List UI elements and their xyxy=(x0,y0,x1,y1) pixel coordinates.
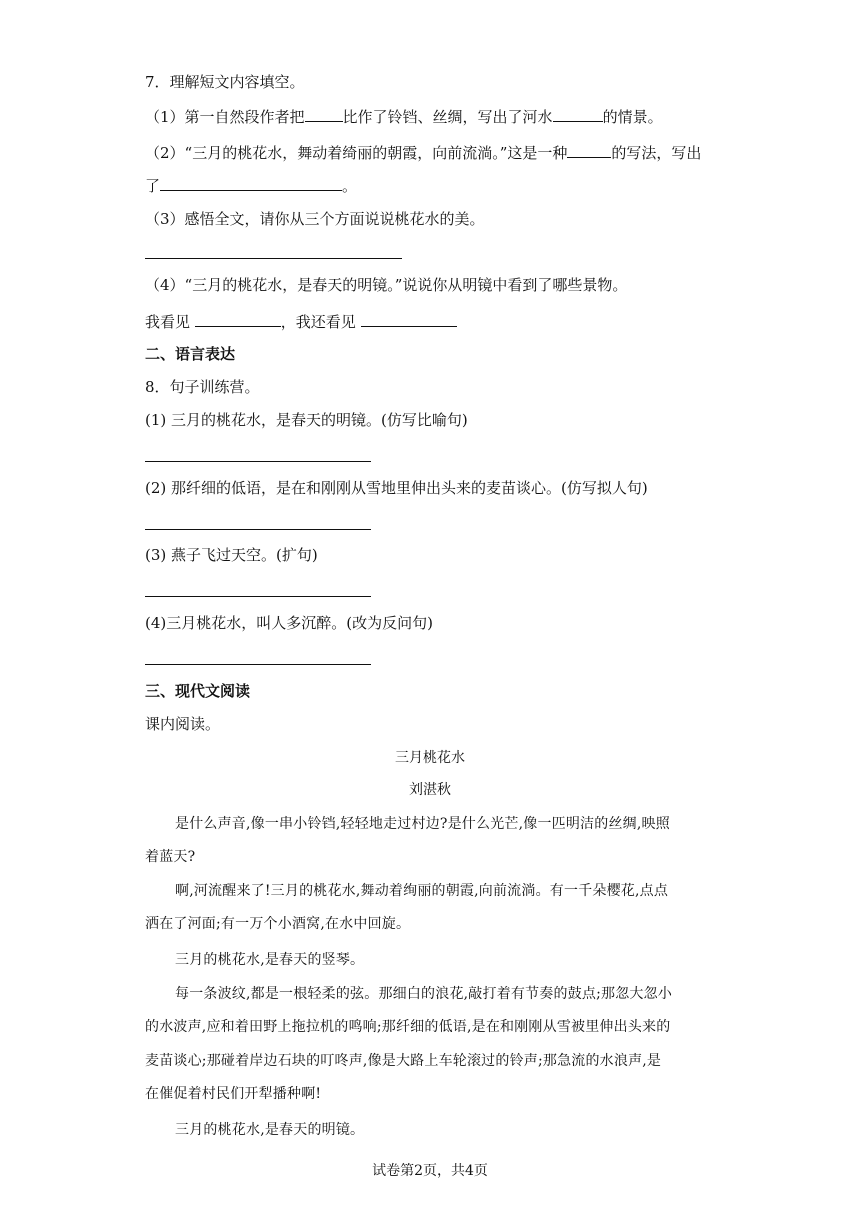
blank-field[interactable] xyxy=(305,107,343,122)
q7-part1-text-b: 比作了铃铛、丝绸，写出了河水 xyxy=(342,108,553,126)
q7-part2-text-c: 了 xyxy=(145,177,161,195)
q8-item-3: (3) 燕子飞过天空。(扩句) xyxy=(145,546,318,564)
q7-part2-text-b: 的写法，写出 xyxy=(611,144,702,162)
reading-intro: 课内阅读。 xyxy=(145,715,221,733)
q7-part2 xyxy=(145,143,701,162)
answer-line[interactable] xyxy=(145,596,371,597)
answer-line[interactable] xyxy=(145,664,371,665)
blank-field[interactable] xyxy=(567,143,611,158)
q8-item-4: (4)三月桃花水，叫人多沉醉。(改为反问句) xyxy=(145,614,433,632)
section-heading: 三、现代文阅读 xyxy=(145,682,251,700)
article-line: 在催促着村民们开犁播种啊! xyxy=(145,1086,322,1102)
article-line: 洒在了河面;有一万个小酒窝,在水中回旋。 xyxy=(145,916,411,932)
q7-title: 7．理解短文内容填空。 xyxy=(145,73,305,91)
blank-field[interactable] xyxy=(553,107,603,122)
article-line: 啊,河流醒来了!三月的桃花水,舞动着绚丽的朝霞,向前流淌。有一千朵樱花,点点 xyxy=(175,883,669,899)
page-footer: 试卷第2页，共4页 xyxy=(372,1163,488,1179)
q8-item-1: (1) 三月的桃花水，是春天的明镜。(仿写比喻句) xyxy=(145,411,468,429)
q7-part2-text-d: 。 xyxy=(342,177,358,195)
article-line: 着蓝天? xyxy=(145,849,196,865)
blank-field[interactable] xyxy=(160,176,342,191)
answer-line[interactable] xyxy=(145,529,371,530)
article-title: 三月桃花水 xyxy=(395,750,465,766)
answer-line[interactable] xyxy=(145,461,371,462)
q7-part4: （4）“三月的桃花水，是春天的明镜。”说说你从明镜中看到了哪些景物。 xyxy=(145,276,628,294)
section-heading: 二、语言表达 xyxy=(145,345,236,363)
q8-item-2: (2) 那纤细的低语，是在和刚刚从雪地里伸出头来的麦苗谈心。(仿写拟人句) xyxy=(145,479,648,497)
q7-part4-text-b: ，我还看见 xyxy=(280,313,356,331)
blank-field[interactable] xyxy=(195,312,281,327)
q7-part1-text-c: 的情景。 xyxy=(602,108,663,126)
article-line: 麦苗谈心;那碰着岸边石块的叮咚声,像是大路上车轮滚过的铃声;那急流的水浪声,是 xyxy=(145,1053,662,1069)
article-line: 三月的桃花水,是春天的明镜。 xyxy=(175,1122,365,1138)
q7-part3: （3）感悟全文，请你从三个方面说说桃花水的美。 xyxy=(145,210,485,228)
q7-part1-text-a: （1）第一自然段作者把 xyxy=(145,108,305,126)
q7-part1 xyxy=(145,107,663,126)
article-author: 刘湛秋 xyxy=(409,782,451,798)
article-line: 三月的桃花水,是春天的竖琴。 xyxy=(175,952,365,968)
answer-line[interactable] xyxy=(145,258,402,259)
q7-part4-answer xyxy=(145,312,457,331)
q8-title: 8．句子训练营。 xyxy=(145,378,260,396)
blank-field[interactable] xyxy=(361,312,457,327)
article-line: 每一条波纹,都是一根轻柔的弦。那细白的浪花,敲打着有节奏的鼓点;那忽大忽小 xyxy=(175,986,673,1002)
article-line: 的水波声,应和着田野上拖拉机的鸣响;那纤细的低语,是在和刚刚从雪被里伸出头来的 xyxy=(145,1019,671,1035)
q7-part4-text-a: 我看见 xyxy=(145,313,191,331)
article-line: 是什么声音,像一串小铃铛,轻轻地走过村边?是什么光芒,像一匹明洁的丝绸,映照 xyxy=(175,816,670,832)
q7-part2-text-a: （2）“三月的桃花水，舞动着绮丽的朝霞，向前流淌。”这是一种 xyxy=(145,144,568,162)
q7-part2-continued xyxy=(145,176,357,195)
